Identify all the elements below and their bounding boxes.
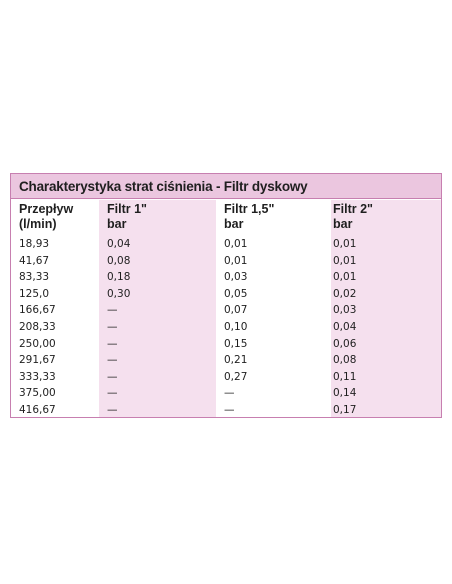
table-title: Charakterystyka strat ciśnienia - Filtr dyskowy [11,174,441,199]
cell-flow: 375,00 [19,387,56,400]
cell-filter-1: 0,04 [107,238,131,250]
cell-flow: 41,67 [19,254,50,267]
table-row [11,369,441,386]
cell-filter-2: 0,01 [333,238,357,250]
cell-filter-1-5: — [224,403,235,416]
cell-filter-1-5: 0,05 [224,287,248,300]
cell-filter-2: 0,01 [333,254,357,267]
header-filter-1: Filtr 1" bar [107,202,147,231]
cell-filter-2: 0,11 [333,370,357,383]
cell-filter-1-5: 0,07 [224,304,248,317]
cell-filter-1: — [107,320,118,333]
cell-flow: 18,93 [19,238,50,250]
table-row [11,302,441,319]
cell-filter-2: 0,02 [333,287,357,300]
table-row [11,336,441,353]
cell-flow: 125,0 [19,287,50,300]
cell-filter-1-5: 0,27 [224,370,248,383]
cell-filter-2: 0,01 [333,271,357,284]
cell-filter-2: 0,03 [333,304,357,317]
cell-flow: 250,00 [19,337,56,350]
cell-filter-1: — [107,354,118,367]
cell-filter-1: 0,30 [107,287,131,300]
cell-filter-1-5: 0,15 [224,337,248,350]
table-row [11,253,441,270]
cell-flow: 416,67 [19,403,56,416]
cell-filter-1: — [107,403,118,416]
cell-filter-1-5: 0,21 [224,354,248,367]
cell-filter-1: — [107,304,118,317]
cell-flow: 83,33 [19,271,50,284]
table-row [11,352,441,369]
cell-filter-2: 0,08 [333,354,357,367]
table-row [11,402,441,419]
cell-filter-2: 0,17 [333,403,357,416]
cell-filter-2: 0,06 [333,337,357,350]
header-flow: Przepływ (l/min) [19,202,74,231]
cell-filter-1-5: 0,10 [224,320,248,333]
table-row [11,269,441,286]
cell-filter-2: 0,14 [333,387,357,400]
cell-flow: 333,33 [19,370,56,383]
header-filter-2: Filtr 2" bar [333,202,373,231]
cell-filter-1: 0,18 [107,271,131,284]
cell-filter-1: — [107,337,118,350]
pressure-loss-table [10,173,442,418]
cell-flow: 208,33 [19,320,56,333]
cell-filter-1-5: 0,01 [224,254,248,267]
cell-filter-1: 0,08 [107,254,131,267]
cell-filter-1-5: 0,03 [224,271,248,284]
table-row [11,385,441,402]
cell-flow: 166,67 [19,304,56,317]
cell-flow: 291,67 [19,354,56,367]
cell-filter-2: 0,04 [333,320,357,333]
table-row [11,286,441,303]
table-row [11,236,441,253]
cell-filter-1: — [107,387,118,400]
table-row [11,319,441,336]
table-body [11,236,441,419]
cell-filter-1-5: — [224,387,235,400]
header-filter-1-5: Filtr 1,5" bar [224,202,275,231]
cell-filter-1-5: 0,01 [224,238,248,250]
cell-filter-1: — [107,370,118,383]
